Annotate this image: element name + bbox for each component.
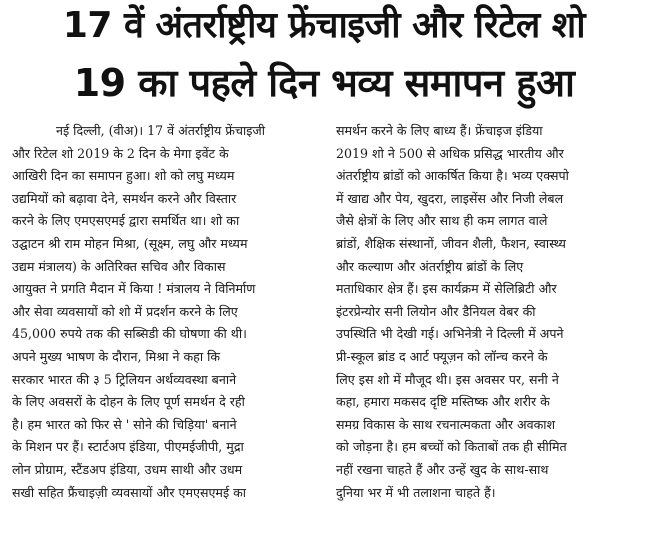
left-column-line: उद्यमियों को बढ़ावा देने, समर्थन करने और विस्तार bbox=[12, 190, 237, 206]
right-column-line: और कल्याण और अंतर्राष्ट्रीय ब्रांडों के लिए bbox=[336, 258, 524, 274]
left-column-line: और रिटेल शो 2019 के 2 दिन के मेगा इवेंट के bbox=[12, 145, 229, 161]
left-column-line: नई दिल्ली, (वीअ)। 17 वें अंतर्राष्ट्रीय फ्रेंचाइजी bbox=[56, 123, 266, 138]
left-column-line: लोन प्रोग्राम, स्टैंडअप इंडिया, उधम साथी और उधम bbox=[12, 461, 243, 477]
right-column-line: जैसे क्षेत्रों के लिए और साथ ही कम लागत वाले bbox=[336, 213, 548, 229]
right-column-line: कहा, हमारा मकसद दृष्टि मस्तिष्क और शरीर के bbox=[336, 394, 550, 410]
right-column-line: ब्रांडों, शैक्षिक संस्थानों, जीवन शैली, फैशन, स्वास्थ्य bbox=[336, 235, 566, 251]
left-column-line: करने के लिए एमएसएमई द्वारा समर्थित था। शो का bbox=[12, 213, 240, 229]
article-left-column bbox=[12, 120, 310, 504]
headline-line-2: 19 का पहले दिन भव्य समापन हुआ bbox=[73, 61, 575, 105]
left-column-line: के मिशन पर हैं। स्टार्टअप इंडिया, पीएमईजीपी, मुद्रा bbox=[12, 439, 244, 455]
right-column-line: समग्र विकास के साथ रचनात्मकता और अवकाश bbox=[336, 416, 556, 432]
right-column-line: इंटरप्रेन्योर सनी लियोन और डैनियल वेबर की bbox=[336, 303, 536, 319]
left-column-line: सखी सहित फ्रैंचाइज़ी व्यवसायों और एमएसएमई का bbox=[12, 484, 247, 500]
left-column-line: के लिए अवसरों के दोहन के लिए पूर्ण समर्थन दे रही bbox=[12, 394, 245, 410]
left-column-line: और सेवा व्यवसायों को शो में प्रदर्शन करने के लिए bbox=[12, 303, 238, 319]
right-column-line: उपस्थिति भी देखी गई। अभिनेत्री ने दिल्ली में अपने bbox=[336, 326, 564, 342]
headline-line-1: 17 वें अंतर्राष्ट्रीय फ्रेंचाइजी और रिटेल शो bbox=[62, 5, 586, 46]
right-column-line: को जोड़ना है। हम बच्चों को किताबों तक ही सीमित bbox=[336, 439, 567, 455]
right-column-line: मताधिकार क्षेत्र हैं। इस कार्यक्रम में सेलिब्रिटी और bbox=[336, 281, 557, 297]
left-column-line: 45,000 रुपये तक की सब्सिडी की घोषणा की थी। bbox=[12, 326, 247, 342]
left-column-line: है। हम भारत को फिर से ' सोने की चिड़िया' बनाने bbox=[12, 416, 237, 432]
right-column-line: अंतर्राष्ट्रीय ब्रांडों को आकर्षित किया है। भव्य एक्सपो bbox=[336, 168, 569, 184]
right-column-line: दुनिया भर में भी तलाशना चाहते हैं। bbox=[336, 484, 496, 500]
left-column-line: अपने मुख्य भाषण के दौरान, मिश्रा ने कहा कि bbox=[12, 348, 221, 364]
right-column-line: 2019 शो ने 500 से अधिक प्रसिद्ध भारतीय और bbox=[336, 145, 564, 161]
right-column-line: लिए इस शो में मौजूद थी। इस अवसर पर, सनी ने bbox=[336, 371, 559, 387]
left-column-line: उद्यम मंत्रालय) के अतिरिक्त सचिव और विकास bbox=[12, 258, 226, 274]
right-column-line: में खाद्य और पेय, खुदरा, लाइसेंस और निजी लेबल bbox=[336, 190, 564, 206]
left-column-line: आयुक्त ने प्रगति मैदान में किया ! मंत्रालय ने विनिर्माण bbox=[12, 281, 256, 297]
right-column-line: नहीं रखना चाहते हैं और उन्हें खुद के साथ-साथ bbox=[336, 461, 549, 477]
left-column-line: सरकार भारत की ३ 5 ट्रिलियन अर्थव्यवस्था बनाने bbox=[12, 371, 237, 387]
left-column-line: उद्घाटन श्री राम मोहन मिश्रा, (सूक्ष्म, लघु और मध्यम bbox=[12, 235, 248, 251]
article-right-column bbox=[336, 120, 638, 504]
right-column-line: समर्थन करने के लिए बाध्य हैं। फ्रेंचाइज इंडिया bbox=[336, 123, 543, 138]
right-column-line: प्री-स्कूल ब्रांड द आर्ट फ्यूज़न को लॉन्च करने के bbox=[336, 348, 548, 364]
left-column-line: आखिरी दिन का समापन हुआ। शो को लघु मध्यम bbox=[12, 168, 235, 184]
